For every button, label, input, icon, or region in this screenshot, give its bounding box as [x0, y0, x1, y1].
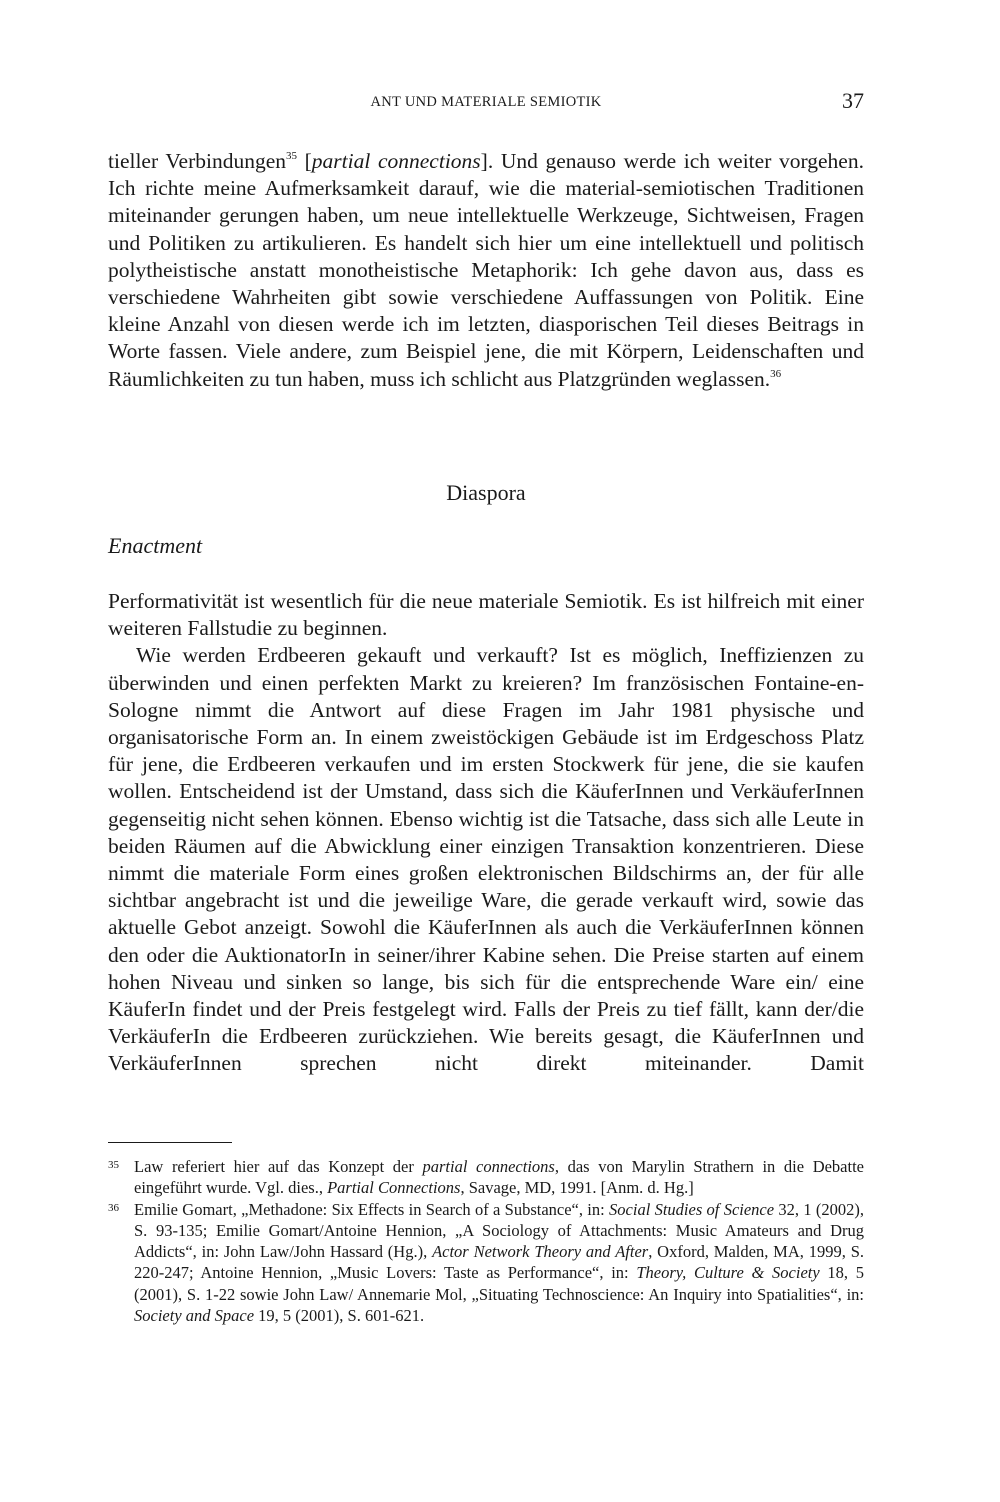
page-header — [108, 88, 864, 116]
footnote-ref: 36 — [770, 367, 782, 380]
footnote: 35 Law referiert hier auf das Konzept der partial connections, das von Marylin Strathern in die Debatte eingeführt wurde. Vgl. dies., Partial Connections, Savage, MD, 1991. [Anm. d. Hg.] — [108, 1157, 865, 1198]
section-heading: Diaspora — [446, 480, 526, 505]
paragraph: Wie werden Erdbeeren gekauft und verkauft? Ist es möglich, Ineffizienzen zu überwinden und einen perfekten Markt zu kreieren? Im französischen Fontaine-en-Sologne nimmt die Antwort auf diese Fragen im Jahr 1981 physische und organisatorische Form an. In einem zweistöckigen Gebäude ist im Erdgeschoss Platz für jene, die Erdbeeren verkaufen und im ersten Stockwerk für jene, die sie kaufen wollen. Entscheidend ist der Umstand, dass sich die KäuferInnen und VerkäuferInnen gegenseitig nicht sehen können. Ebenso wichtig ist die Tatsache, dass sich alle Leute in beiden Räumen auf die Abwicklung einer einzigen Transaktion konzentrieren. Diese nimmt die materiale Form eines großen elektronischen Bildschirms an, der für alle sichtbar angebracht ist und die jeweilige Ware, die gerade verkauft wird, sowie das aktuelle Gebot anzeigt. Sowohl die KäuferInnen als auch die VerkäuferInnen können den oder die AuktionatorIn in seiner/ihrer Kabine sehen. Die Preise starten auf einem hohen Niveau und sinken so lange, bis sich für die entsprechende Ware ein/ eine KäuferIn findet und der Preis festgelegt wird. Falls der Preis zu tief fällt, kann der/die VerkäuferIn die Erdbeeren zurückziehen. Wie bereits gesagt, die KäuferInnen und VerkäuferInnen sprechen nicht direkt miteinander. Damit — [108, 643, 864, 1076]
footnote-ref: 35 — [286, 150, 297, 162]
body-text-main — [108, 588, 864, 1078]
body-text-top — [108, 148, 864, 393]
footnote-number: 36 — [108, 1201, 119, 1214]
sub-heading: Enactment — [108, 533, 203, 558]
paragraph: tieller Verbindungen$^{35}$ [partial connections]. Und genauso werde ich weiter vorgehen. Ich richte meine Aufmerksamkeit darauf, wie die material-semiotischen Traditionen miteinander gerungen haben, um neue intellektuelle Werkzeuge, Sichtweisen, Fragen und Politiken zu artikulieren. Es handelt sich hier um eine intellektuell und politisch polytheistische anstatt monotheistische Metaphorik: Ich gehe davon aus, dass es verschiedene Wahrheiten gibt sowie verschiedene Auffassungen von Politik. Eine kleine Anzahl von diesen werde ich im letzten, diasporischen Teil dieses Beitrags in Worte fassen. Viele andere, zum Beispiel jene, die mit Körpern, Leidenschaften und Räumlichkeiten zu tun haben, muss ich schlicht aus Platzgründen weglassen.$^{36}$ — [108, 149, 864, 391]
footnote: 36 Emilie Gomart, „Methadone: Six Effects in Search of a Substance“, in: Social Studies of Science 32, 1 (2002), S. 93-135; Emilie Gomart/Antoine Hennion, „A Sociology of Attachments: Music Amateurs and Drug Addicts“, in: John Law/John Hassard (Hg.), Actor Network Theory and After, Oxford, Malden, MA, 1999, S. 220-247; Antoine Hennion, „Music Lovers: Taste as Performance“, in: Theory, Culture & Society 18, 5 (2001), S. 1-22 sowie John Law/ Annemarie Mol, „Situating Technoscience: An Inquiry into Spatialities“, in: Society and Space 19, 5 (2001), S. 601-621. — [108, 1199, 864, 1326]
page-number: 37 — [842, 88, 864, 113]
paragraph: Performativität ist wesentlich für die neue materiale Semiotik. Es ist hilfreich mit einer weiteren Fallstudie zu beginnen. — [108, 589, 864, 641]
footnotes — [108, 1156, 864, 1326]
running-head: ANT UND MATERIALE SEMIOTIK — [370, 94, 602, 110]
footnote-number: 35 — [108, 1159, 119, 1171]
footnote-rule — [108, 1142, 232, 1143]
